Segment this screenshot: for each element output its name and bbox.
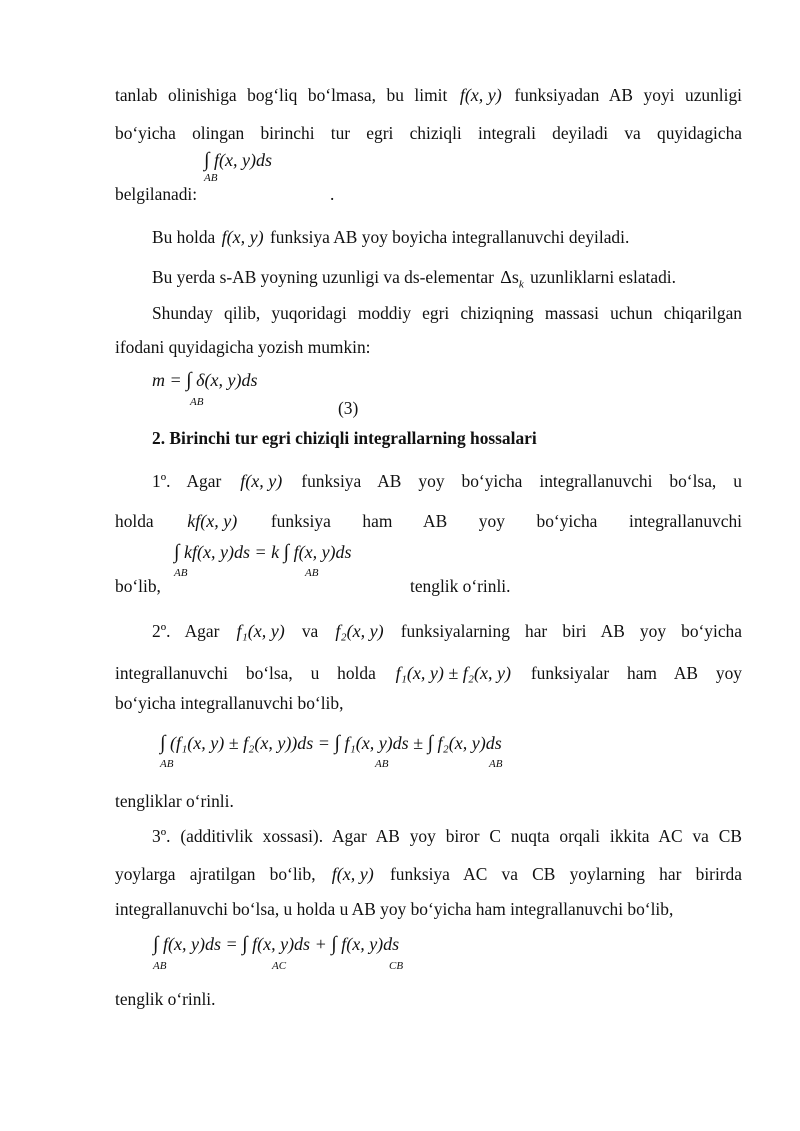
- formula-inline: f(x, y): [221, 227, 264, 247]
- text-segment: .: [330, 184, 335, 204]
- integral-sign: ∫: [174, 541, 180, 563]
- text-segment: 1º. Agar: [152, 471, 222, 491]
- formula-body: f(x, y)ds: [341, 934, 400, 954]
- integral-sign: ∫: [160, 732, 166, 754]
- formula-inline: f(x, y): [240, 471, 283, 491]
- text-segment: funksiya AB yoy boyicha integrallanuvchi deyiladi.: [269, 227, 630, 247]
- formula-body: f(x, y)ds =: [162, 934, 238, 954]
- text-segment: belgilanadi:: [115, 184, 198, 204]
- formula-body: f₁(x, y)ds ±: [344, 733, 424, 753]
- formula-body: Δs: [500, 267, 519, 287]
- text-line: [152, 226, 742, 248]
- integral-subscript: AB: [174, 567, 188, 579]
- formula-property2: [160, 733, 502, 753]
- text-segment: funksiyalar ham AB yoy: [530, 663, 742, 683]
- text-segment: yoylarga ajratilgan bo‘lib,: [115, 864, 316, 884]
- text-segment: Bu yerda s-AB yoyning uzunligi va ds-elementar: [152, 267, 494, 287]
- formula-integral: [204, 150, 272, 170]
- integral-sign: ∫: [204, 149, 210, 171]
- text-line: [115, 662, 742, 684]
- formula-body: f(x, y)ds +: [252, 934, 327, 954]
- text-line: integrallanuvchi bo‘lsa, u holda u AB yoy bo‘yicha ham integrallanuvchi bo‘lib,: [115, 899, 674, 919]
- text-segment: uzunliklarni eslatadi.: [530, 267, 676, 287]
- integral-subscript: AB: [375, 758, 389, 770]
- formula-property3: [153, 934, 399, 954]
- formula-inline: f₁(x, y): [236, 621, 285, 641]
- text-line: tenglik o‘rinli.: [115, 989, 216, 1009]
- formula-body: δ(x, y)ds: [196, 370, 258, 390]
- text-segment: integrallanuvchi bo‘lsa, u holda: [115, 663, 376, 683]
- integral-subscript: AB: [305, 567, 319, 579]
- integral-sign: ∫: [153, 933, 159, 955]
- formula-body: kf(x, y)ds = k: [183, 542, 280, 562]
- integral-subscript: CB: [389, 960, 404, 972]
- text-segment: funksiya AB yoy bo‘yicha integrallanuvchi bo‘lsa, u: [301, 471, 742, 491]
- formula-subscript: k: [518, 278, 524, 291]
- text-line: 3º. (additivlik xossasi). Agar AB yoy biror C nuqta orqali ikkita AC va CB: [152, 826, 742, 846]
- formula-inline: f(x, y): [459, 85, 502, 105]
- text-segment: bo‘lib,: [115, 576, 161, 596]
- integral-subscript: AB: [489, 758, 503, 770]
- equation-number: (3): [338, 398, 359, 418]
- text-line: [115, 863, 742, 885]
- integral-sign: ∫: [283, 541, 290, 563]
- formula-mass: [152, 370, 257, 390]
- formula-body: f(x, y)ds: [293, 542, 352, 562]
- text-segment: Bu holda: [152, 227, 216, 247]
- text-line: [152, 266, 742, 296]
- text-segment: funksiya AC va CB yoylarning har birirda: [389, 864, 742, 884]
- integral-sign: ∫: [331, 933, 337, 955]
- formula-inline: f₂(x, y): [335, 621, 384, 641]
- text-line: [115, 510, 742, 532]
- section-heading: 2. Birinchi tur egri chiziqli integrallarning hossalari: [152, 428, 537, 448]
- text-segment: tanlab olinishiga bog‘liq bo‘lmasa, bu limit: [115, 85, 448, 105]
- integral-subscript: AB: [190, 396, 204, 408]
- integral-subscript: AC: [272, 960, 287, 972]
- integral-sign: ∫: [427, 732, 434, 754]
- integral-sign: ∫: [334, 732, 340, 754]
- formula-inline: kf(x, y): [187, 511, 238, 531]
- integral-sign: ∫: [242, 933, 248, 955]
- text-segment: tenglik o‘rinli.: [410, 576, 511, 596]
- text-line: [115, 183, 742, 205]
- integral-subscript: AB: [160, 758, 174, 770]
- formula-body: (f₁(x, y) ± f₂(x, y))ds =: [169, 733, 330, 753]
- integral-subscript: AB: [204, 172, 218, 184]
- text-line: Shunday qilib, yuqoridagi moddiy egri chiziqning massasi uchun chiqarilgan: [152, 303, 742, 323]
- formula-inline: [500, 266, 523, 296]
- formula-body: f₂(x, y)ds: [437, 733, 502, 753]
- text-line: ifodani quyidagicha yozish mumkin:: [115, 337, 371, 357]
- formula-inline: f₁(x, y) ± f₂(x, y): [395, 663, 512, 683]
- text-segment: funksiya ham AB yoy bo‘yicha integrallanuvchi: [270, 511, 742, 531]
- text-segment: funksiyalarning har biri AB yoy bo‘yicha: [400, 621, 742, 641]
- formula-body: m =: [152, 370, 187, 390]
- text-line: tengliklar o‘rinli.: [115, 791, 234, 811]
- text-line: bo‘yicha olingan birinchi tur egri chiziqli integrali deyiladi va quyidagicha: [115, 123, 742, 143]
- formula-body: f(x, y)ds: [213, 150, 272, 170]
- text-line: [152, 470, 742, 492]
- formula-inline: f(x, y): [331, 864, 374, 884]
- integral-sign: ∫: [186, 369, 192, 391]
- text-segment: va: [301, 621, 319, 641]
- text-segment: holda: [115, 511, 154, 531]
- text-segment: 2º. Agar: [152, 621, 220, 641]
- formula-property1: [174, 542, 352, 562]
- text-line: [152, 620, 742, 642]
- integral-subscript: AB: [153, 960, 167, 972]
- text-line: bo‘yicha integrallanuvchi bo‘lib,: [115, 693, 344, 713]
- text-line: [115, 84, 742, 106]
- text-segment: funksiyadan AB yoyi uzunligi: [514, 85, 742, 105]
